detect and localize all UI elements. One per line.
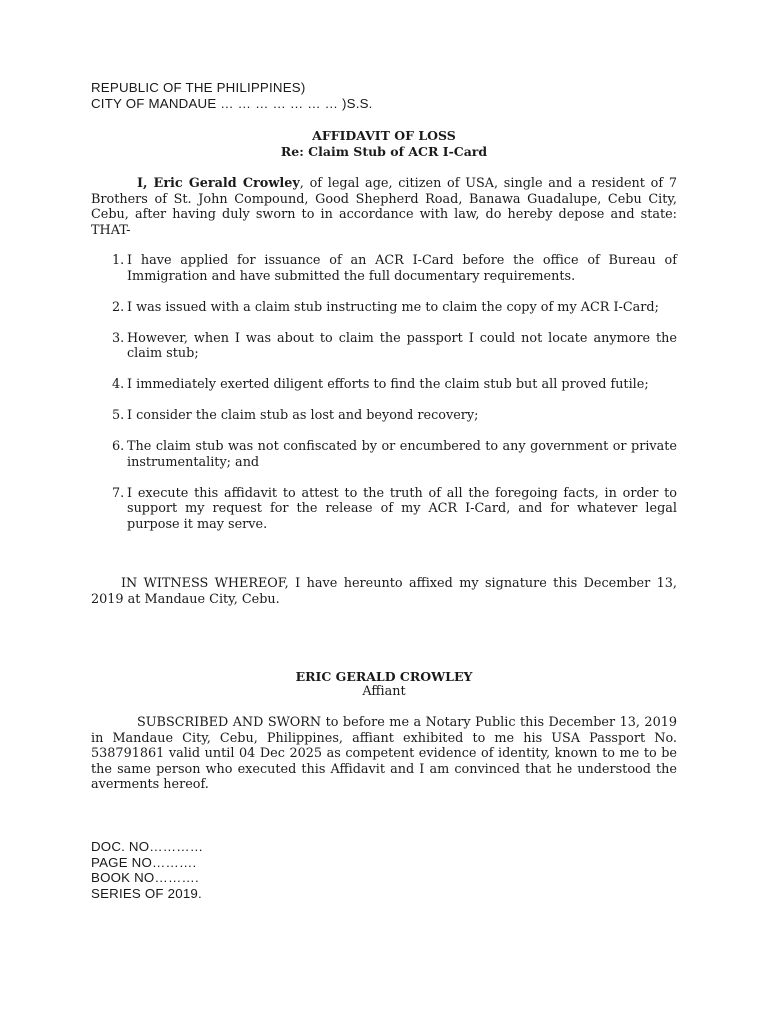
item-number: 5.: [112, 408, 125, 423]
item-text: The claim stub was not confiscated by or encumbered to any government or private instrumentality; and: [127, 439, 677, 470]
document-title: [91, 128, 677, 159]
affiant-intro-name: I, Eric Gerald Crowley: [137, 176, 300, 191]
affiant-signature-name: ERIC GERALD CROWLEY: [295, 669, 473, 684]
item-text: However, when I was about to claim the passport I could not locate anymore the claim stub;: [127, 330, 677, 361]
title-subheading: Re: Claim Stub of ACR I-Card: [280, 143, 488, 159]
list-item: [91, 331, 677, 362]
venue-block: [91, 80, 651, 111]
item-number: 3.: [112, 330, 125, 346]
list-item: [91, 486, 677, 533]
page-no: PAGE NO……….: [91, 854, 197, 870]
item-text: I consider the claim stub as lost and beyond recovery;: [127, 408, 479, 423]
venue-city: CITY OF MANDAUE … … … … … … … )S.S.: [91, 95, 373, 111]
item-text: I was issued with a claim stub instructing me to claim the copy of my ACR I-Card;: [127, 299, 659, 315]
list-item: [91, 408, 677, 424]
item-number: 4.: [112, 377, 125, 392]
item-number: 6.: [112, 439, 125, 454]
item-number: 2.: [112, 299, 125, 315]
title-heading: AFFIDAVIT OF LOSS: [312, 128, 456, 143]
item-number: 1.: [112, 253, 125, 268]
list-item: [91, 253, 677, 284]
witness-paragraph: IN WITNESS WHEREOF, I have hereunto affixed my signature this December 13, 2019 at Mandaue City, Cebu.: [91, 576, 677, 607]
statements-list: [91, 253, 677, 548]
affiant-label: Affiant: [362, 684, 406, 699]
list-item: [91, 300, 677, 316]
intro-text: , of legal age, citizen of USA, single and a resident of 7 Brothers of St. John Compound, Good Shepherd Road, Banawa Guadalupe, Cebu City, Cebu, after having duly sworn to in accordance with law, do hereby depose and state: THAT-: [91, 176, 677, 238]
series: SERIES OF 2019.: [91, 885, 202, 901]
book-no: BOOK NO……….: [91, 870, 199, 885]
venue-republic: REPUBLIC OF THE PHILIPPINES): [91, 80, 306, 95]
list-item: [91, 377, 677, 393]
jurat-paragraph: SUBSCRIBED AND SWORN to before me a Notary Public this December 13, 2019 in Mandaue City, Cebu, Philippines, affiant exhibited to me his USA Passport No. 538791861 valid until 04 Dec 2025 as competent evidence of identity, known to me to be the same person who executed this Affidavit and I am convinced that he understood the averments hereof.: [91, 715, 677, 792]
list-item: [91, 439, 677, 470]
item-text: I have applied for issuance of an ACR I-Card before the office of Bureau of Immigration and have submitted the full documentary requirements.: [127, 253, 677, 284]
doc-no: DOC. NO…………: [91, 839, 204, 854]
item-text: I execute this affidavit to attest to the truth of all the foregoing facts, in order to support my request for the release of my ACR I-Card, and for whatever legal purpose it may serve.: [127, 485, 677, 532]
item-text: I immediately exerted diligent efforts to find the claim stub but all proved futile;: [127, 377, 649, 392]
item-number: 7.: [112, 485, 125, 501]
intro-paragraph: [91, 176, 677, 238]
notarial-register: [91, 839, 203, 901]
